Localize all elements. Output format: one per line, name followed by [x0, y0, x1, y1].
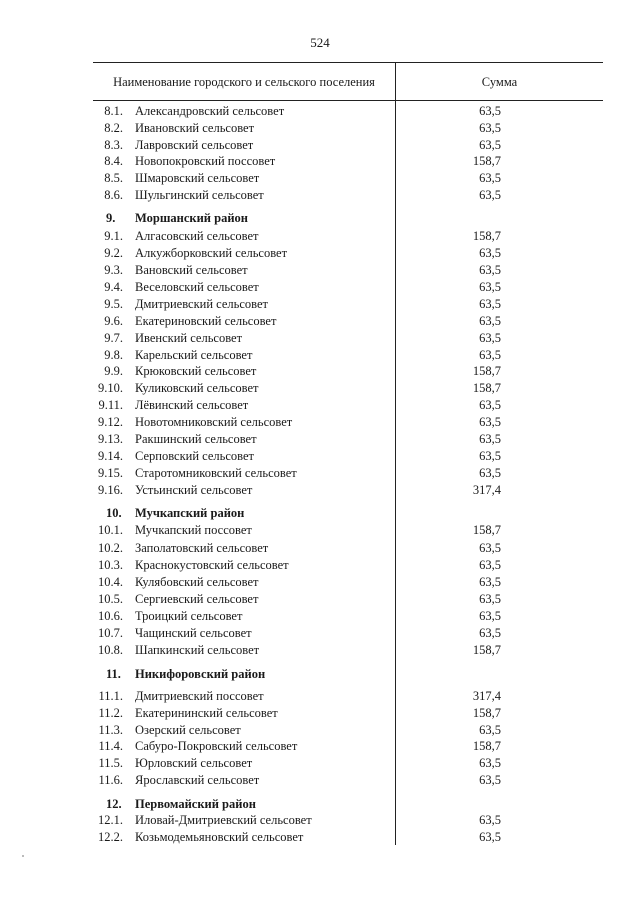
table-row — [0, 103, 640, 120]
row-number: 12. — [106, 797, 122, 811]
row-number: 11.2. — [98, 706, 123, 720]
row-number: 9.2. — [104, 246, 123, 260]
settlement-name: Дмитриевский поссовет — [135, 689, 264, 703]
table-top-border — [93, 62, 603, 63]
row-number: 10.8. — [98, 643, 123, 657]
settlement-name: Алгасовский сельсовет — [135, 229, 259, 243]
row-sum: 63,5 — [479, 246, 501, 260]
table-header-border — [93, 100, 603, 101]
district-name: Моршанский район — [135, 211, 248, 225]
district-name: Мучкапский район — [135, 506, 245, 520]
table-row — [0, 522, 640, 539]
district-name: Никифоровский район — [135, 667, 266, 681]
row-sum: 63,5 — [479, 104, 501, 118]
row-sum: 63,5 — [479, 773, 501, 787]
settlement-name: Дмитриевский сельсовет — [135, 297, 269, 311]
row-number: 9.6. — [104, 314, 123, 328]
row-sum: 63,5 — [479, 138, 501, 152]
table-row — [0, 397, 640, 414]
table-row — [0, 363, 640, 380]
row-number: 11.5. — [98, 756, 123, 770]
row-number: 8.6. — [104, 188, 123, 202]
settlement-name: Мучкапский поссовет — [135, 523, 252, 537]
row-sum: 63,5 — [479, 415, 501, 429]
table-row — [0, 465, 640, 482]
row-number: 10.6. — [98, 609, 123, 623]
settlement-name: Шульгинский сельсовет — [135, 188, 264, 202]
table-row — [0, 330, 640, 347]
row-sum: 317,4 — [472, 483, 501, 497]
settlement-name: Александровский сельсовет — [135, 104, 285, 118]
row-sum: 63,5 — [479, 558, 501, 572]
settlement-name: Веселовский сельсовет — [135, 280, 259, 294]
row-number: 9.9. — [104, 364, 123, 378]
row-number: 8.5. — [104, 171, 123, 185]
row-sum: 63,5 — [479, 280, 501, 294]
table-row — [0, 313, 640, 330]
district-name: Первомайский район — [135, 797, 256, 811]
table-row — [0, 279, 640, 296]
settlement-name: Устьинский сельсовет — [135, 483, 253, 497]
column-header-name: Наименование городского и сельского поселения — [113, 75, 375, 89]
row-number: 11.3. — [98, 723, 123, 737]
row-sum: 158,7 — [472, 739, 501, 753]
row-number: 10.2. — [98, 541, 123, 555]
settlement-name: Ярославский сельсовет — [135, 773, 260, 787]
table-row — [0, 347, 640, 364]
table-row — [0, 153, 640, 170]
table-row — [0, 120, 640, 137]
row-sum: 158,7 — [472, 523, 501, 537]
settlement-name: Троицкий сельсовет — [135, 609, 243, 623]
table-row — [0, 170, 640, 187]
row-sum: 158,7 — [472, 154, 501, 168]
row-sum: 63,5 — [479, 121, 501, 135]
row-number: 11.1. — [98, 689, 123, 703]
settlement-name: Ивановский сельсовет — [135, 121, 255, 135]
row-sum: 63,5 — [479, 541, 501, 555]
settlement-name: Серповский сельсовет — [135, 449, 255, 463]
settlement-name: Вановский сельсовет — [135, 263, 248, 277]
row-number: 9.5. — [104, 297, 123, 311]
table-row — [0, 380, 640, 397]
table-row — [0, 591, 640, 608]
table-row — [0, 431, 640, 448]
settlement-name: Ракшинский сельсовет — [135, 432, 257, 446]
scan-dot — [22, 855, 24, 857]
table-row — [0, 705, 640, 722]
row-sum: 63,5 — [479, 331, 501, 345]
row-sum: 63,5 — [479, 466, 501, 480]
row-number: 9.8. — [104, 348, 123, 362]
row-number: 8.3. — [104, 138, 123, 152]
row-sum: 63,5 — [479, 171, 501, 185]
row-sum: 63,5 — [479, 297, 501, 311]
table-row — [0, 722, 640, 739]
table-row — [0, 688, 640, 705]
table-row — [0, 245, 640, 262]
row-sum: 158,7 — [472, 706, 501, 720]
settlement-name: Краснокустовский сельсовет — [135, 558, 289, 572]
settlement-name: Козьмодемьяновский сельсовет — [135, 830, 304, 844]
settlement-name: Екатериновский сельсовет — [135, 314, 277, 328]
row-sum: 158,7 — [472, 381, 501, 395]
settlement-name: Куликовский сельсовет — [135, 381, 259, 395]
column-header-sum: Сумма — [481, 75, 518, 89]
settlement-name: Шмаровский сельсовет — [135, 171, 260, 185]
row-sum: 63,5 — [479, 830, 501, 844]
row-number: 10.4. — [98, 575, 123, 589]
settlement-name: Озерский сельсовет — [135, 723, 241, 737]
row-number: 8.2. — [104, 121, 123, 135]
row-number: 11.4. — [98, 739, 123, 753]
row-number: 9. — [106, 211, 116, 225]
settlement-name: Новотомниковский сельсовет — [135, 415, 293, 429]
row-number: 10.7. — [98, 626, 123, 640]
district-heading-row — [0, 796, 640, 813]
row-number: 9.10. — [98, 381, 123, 395]
district-heading-row — [0, 210, 640, 227]
table-row — [0, 738, 640, 755]
settlement-name: Шапкинский сельсовет — [135, 643, 260, 657]
settlement-name: Новопокровский поссовет — [135, 154, 276, 168]
table-row — [0, 625, 640, 642]
table-row — [0, 482, 640, 499]
row-sum: 158,7 — [472, 643, 501, 657]
settlement-name: Сергиевский сельсовет — [135, 592, 259, 606]
row-sum: 158,7 — [472, 229, 501, 243]
table-row — [0, 414, 640, 431]
settlement-name: Алкужборковский сельсовет — [135, 246, 288, 260]
settlement-name: Крюковский сельсовет — [135, 364, 257, 378]
settlement-name: Старотомниковский сельсовет — [135, 466, 297, 480]
row-number: 9.11. — [98, 398, 123, 412]
row-sum: 63,5 — [479, 756, 501, 770]
table-row — [0, 296, 640, 313]
row-sum: 63,5 — [479, 592, 501, 606]
row-number: 10.5. — [98, 592, 123, 606]
row-number: 12.2. — [98, 830, 123, 844]
row-sum: 63,5 — [479, 188, 501, 202]
page-number: 524 — [310, 35, 330, 50]
table-row — [0, 557, 640, 574]
row-sum: 63,5 — [479, 609, 501, 623]
table-row — [0, 608, 640, 625]
row-sum: 63,5 — [479, 813, 501, 827]
row-number: 9.1. — [104, 229, 123, 243]
row-number: 8.4. — [104, 154, 123, 168]
row-number: 10. — [106, 506, 122, 520]
row-number: 11.6. — [98, 773, 123, 787]
settlement-name: Чащинский сельсовет — [135, 626, 252, 640]
row-number: 9.15. — [98, 466, 123, 480]
row-sum: 63,5 — [479, 314, 501, 328]
row-sum: 63,5 — [479, 263, 501, 277]
table-row — [0, 812, 640, 829]
table-row — [0, 755, 640, 772]
table-row — [0, 228, 640, 245]
table-row — [0, 642, 640, 659]
row-sum: 63,5 — [479, 723, 501, 737]
table-row — [0, 829, 640, 846]
row-number: 9.14. — [98, 449, 123, 463]
settlement-name: Юрловский сельсовет — [135, 756, 253, 770]
table-row — [0, 574, 640, 591]
settlement-name: Лёвинский сельсовет — [135, 398, 249, 412]
table-row — [0, 262, 640, 279]
row-number: 10.1. — [98, 523, 123, 537]
row-number: 12.1. — [98, 813, 123, 827]
row-number: 9.12. — [98, 415, 123, 429]
row-sum: 63,5 — [479, 432, 501, 446]
row-number: 9.3. — [104, 263, 123, 277]
settlement-name: Лавровский сельсовет — [135, 138, 254, 152]
table-row — [0, 448, 640, 465]
row-sum: 63,5 — [479, 348, 501, 362]
table-row — [0, 137, 640, 154]
row-number: 10.3. — [98, 558, 123, 572]
table-row — [0, 772, 640, 789]
row-sum: 63,5 — [479, 398, 501, 412]
table-row — [0, 187, 640, 204]
row-sum: 63,5 — [479, 575, 501, 589]
settlement-name: Екатерининский сельсовет — [135, 706, 278, 720]
row-number: 9.7. — [104, 331, 123, 345]
row-number: 8.1. — [104, 104, 123, 118]
settlement-name: Карельский сельсовет — [135, 348, 253, 362]
row-sum: 63,5 — [479, 626, 501, 640]
row-number: 11. — [106, 667, 121, 681]
district-heading-row — [0, 505, 640, 522]
settlement-name: Иловай-Дмитриевский сельсовет — [135, 813, 312, 827]
row-sum: 63,5 — [479, 449, 501, 463]
row-number: 9.16. — [98, 483, 123, 497]
settlement-name: Кулябовский сельсовет — [135, 575, 259, 589]
row-sum: 317,4 — [472, 689, 501, 703]
settlement-name: Сабуро-Покровский сельсовет — [135, 739, 298, 753]
settlement-name: Заполатовский сельсовет — [135, 541, 269, 555]
row-number: 9.4. — [104, 280, 123, 294]
settlement-name: Ивенский сельсовет — [135, 331, 243, 345]
row-number: 9.13. — [98, 432, 123, 446]
district-heading-row — [0, 666, 640, 683]
table-row — [0, 540, 640, 557]
row-sum: 158,7 — [472, 364, 501, 378]
